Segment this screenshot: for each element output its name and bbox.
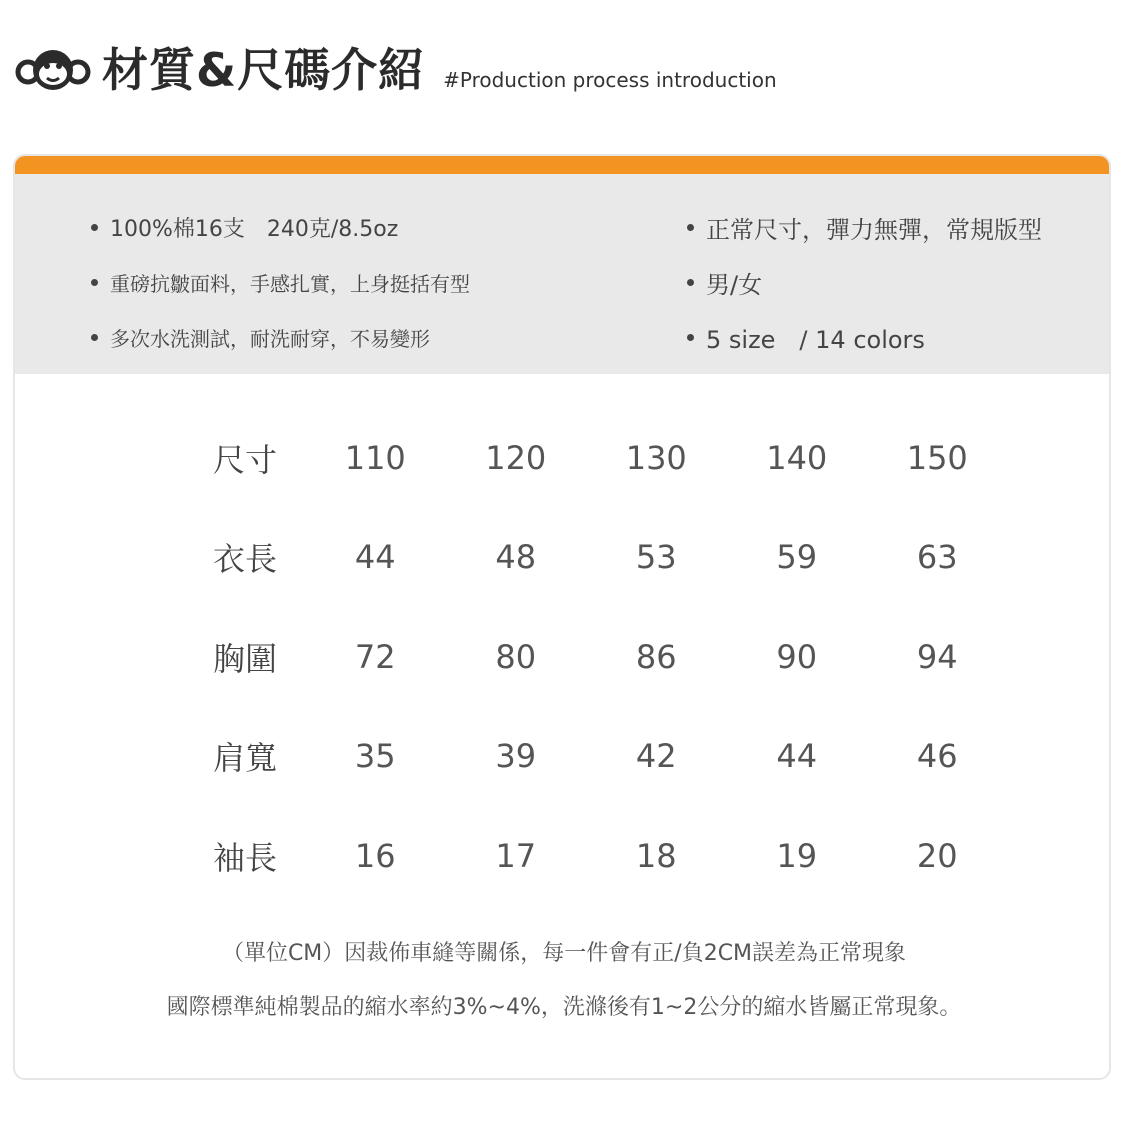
row-label: 袖長 <box>212 838 277 877</box>
table-cell: 59 <box>776 538 818 577</box>
bullet-icon <box>687 279 694 286</box>
table-cell: 42 <box>635 737 677 776</box>
bullet-icon <box>91 224 98 231</box>
spec-card <box>13 154 1111 1080</box>
row-label: 胸圍 <box>212 639 277 678</box>
table-row <box>185 508 1008 608</box>
size-header-cell: 120 <box>485 438 547 477</box>
table-cell: 18 <box>635 836 677 875</box>
feature-item: 多次水洗測試，耐洗耐穿，不易變形 <box>91 310 470 365</box>
bullet-icon <box>687 224 694 231</box>
monkey-face-icon <box>14 44 92 96</box>
features-right <box>687 200 1042 365</box>
table-cell: 86 <box>635 637 677 676</box>
feature-item: 男/女 <box>687 255 1042 310</box>
features-left <box>91 200 470 365</box>
feature-item: 100%棉16支 240克/8.5oz <box>91 200 470 255</box>
table-row <box>185 607 1008 707</box>
table-row <box>185 806 1008 906</box>
bullet-icon <box>91 279 98 286</box>
size-header-label: 尺寸 <box>212 440 277 479</box>
measurement-note: （單位CM）因裁佈車縫等關係，每一件會有正/負2CM誤差為正常現象 <box>221 941 907 966</box>
features-panel <box>15 174 1109 374</box>
table-cell: 39 <box>495 737 537 776</box>
size-header-cell: 150 <box>906 438 968 477</box>
page-header <box>14 36 777 96</box>
size-header-cell: 130 <box>625 438 687 477</box>
table-cell: 44 <box>776 737 818 776</box>
table-cell: 44 <box>354 538 396 577</box>
shrinkage-note: 國際標準純棉製品的縮水率約3%~4%，洗滌後有1~2公分的縮水皆屬正常現象。 <box>166 995 962 1020</box>
table-cell: 16 <box>354 836 396 875</box>
table-cell: 35 <box>354 737 396 776</box>
size-header-cell: 140 <box>766 438 828 477</box>
row-label: 衣長 <box>212 540 277 579</box>
feature-item: 重磅抗皺面料，手感扎實，上身挺括有型 <box>91 255 470 310</box>
bullet-icon <box>91 334 98 341</box>
table-cell: 19 <box>776 836 818 875</box>
page-title: 材質&尺碼介紹 <box>102 43 426 97</box>
table-cell: 46 <box>916 737 958 776</box>
size-header-row <box>185 408 1008 508</box>
table-cell: 17 <box>495 836 537 875</box>
table-cell: 53 <box>635 538 677 577</box>
table-cell: 48 <box>495 538 537 577</box>
table-cell: 72 <box>354 637 396 676</box>
bullet-icon <box>687 334 694 341</box>
size-table <box>185 408 1008 906</box>
row-label: 肩寬 <box>212 739 277 778</box>
table-cell: 94 <box>916 637 958 676</box>
size-header-cell: 110 <box>344 438 406 477</box>
page-subtitle: #Production process introduction <box>443 68 777 92</box>
table-cell: 63 <box>916 538 958 577</box>
table-row <box>185 707 1008 807</box>
table-cell: 20 <box>916 836 958 875</box>
accent-bar <box>15 156 1109 174</box>
table-cell: 90 <box>776 637 818 676</box>
feature-item: 正常尺寸，彈力無彈，常規版型 <box>687 200 1042 255</box>
table-cell: 80 <box>495 637 537 676</box>
feature-item: 5 size / 14 colors <box>687 310 1042 365</box>
